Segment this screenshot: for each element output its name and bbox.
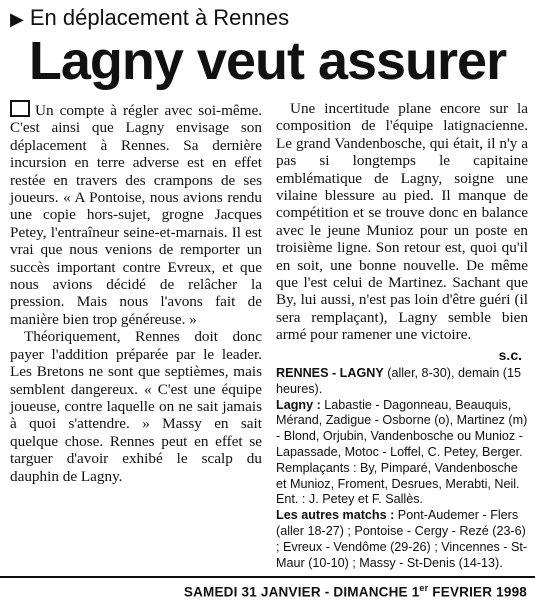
- kicker-text: En déplacement à Rennes: [29, 5, 290, 30]
- match-info: (aller, 8-30), demain (15 heures).: [276, 366, 521, 396]
- article-paragraph-3: Une incertitude plane encore sur la composition de l'équipe latignacienne. Le grand Vandenbosche, qui était, il n'y a pas si longtemps le capitaine emblématique de Lagny, soigne une vilaine blessure au pied. Il manque de compétition et se trouve donc en balance avec le jeune Munioz pour un poste en troisième ligne. Son retour est, quoi qu'il en soit, une bonne nouvelle. De même que l'est celui de Martinez. Sachant que By, lui aussi, n'est pas loin d'être guéri (il sera remplaçant), Lagny semble bien armé pour ramener une victoire.: [276, 100, 528, 344]
- square-bullet-icon: [10, 100, 30, 117]
- other-matches: [276, 508, 528, 571]
- team-label: Lagny :: [276, 397, 321, 412]
- footer-rule: [0, 576, 535, 578]
- kicker: [10, 4, 289, 33]
- team-lineup: [276, 398, 528, 461]
- substitutes: [276, 461, 528, 508]
- footer-date-sup: er: [419, 583, 429, 593]
- footer-date: [184, 579, 527, 602]
- team-list: Labastie - Dagonneau, Beauquis, Mérand, Zadigue - Osborne (o), Martinez (m) - Blond, Orjubin, Vandenbosche ou Munioz - Lapassade, Motoc - Loffel, C. Petey, Berger.: [276, 397, 528, 460]
- article-column-right: [276, 100, 528, 571]
- match-title: RENNES - LAGNY: [276, 366, 384, 381]
- triangle-arrow-icon: ▶: [10, 9, 24, 29]
- article-column-left: [10, 100, 262, 485]
- match-sheet: [276, 366, 528, 571]
- article-paragraph-2: Théoriquement, Rennes doit donc payer l'addition préparée par le leader. Les Bretons ne sont que septièmes, mais semblent dangereux. « C'est une équipe joueuse, contre laquelle on ne sait jamais à quoi s'attendre. » Massy en sait quelque chose. Rennes peut en effet se targuer d'avoir exhibé le scalp du dauphin de Lagny.: [10, 328, 262, 485]
- other-matches-label: Les autres matchs :: [276, 508, 395, 523]
- article-paragraph-1: [10, 100, 262, 328]
- coach-label: Ent. :: [276, 492, 306, 507]
- coach-names: J. Petey et F. Sallès.: [308, 492, 423, 507]
- match-header: [276, 366, 528, 398]
- other-matches-list: Pont-Audemer - Flers (aller 18-27) ; Pontoise - Cergy - Rezé (23-6) ; Evreux - Vendôme (29-26) ; Vincennes - St-Maur (10-10) ; Massy - St-Denis (14-13).: [276, 508, 528, 570]
- footer-date-main: SAMEDI 31 JANVIER - DIMANCHE 1: [183, 584, 420, 600]
- subs-list: By, Pimparé, Vandenbosche et Munioz, Froment, Desrues, Merabti, Neil.: [276, 460, 520, 491]
- author-signature: s.c.: [498, 346, 522, 363]
- headline: Lagny veut assurer: [28, 31, 507, 91]
- footer-date-end: FEVRIER 1998: [428, 584, 527, 600]
- subs-label: Remplaçants :: [276, 460, 357, 475]
- article-paragraph-1-text: Un compte à régler avec soi-même. C'est ainsi que Lagny envisage son déplacement à Rennes. Sa dernière incursion en terre adverse est en effet restée en travers des crampons de ses joueurs. « A Pontoise, nous avions rendu une copie hors-sujet, grogne Jacques Petey, l'entraîneur seine-et-marnais. Il est vrai que nous venions de remporter un succès important contre Evreux, et que nous avions décidé de relâcher la pression. Mais nous l'avons fait de manière bien trop généreuse. »: [10, 102, 262, 328]
